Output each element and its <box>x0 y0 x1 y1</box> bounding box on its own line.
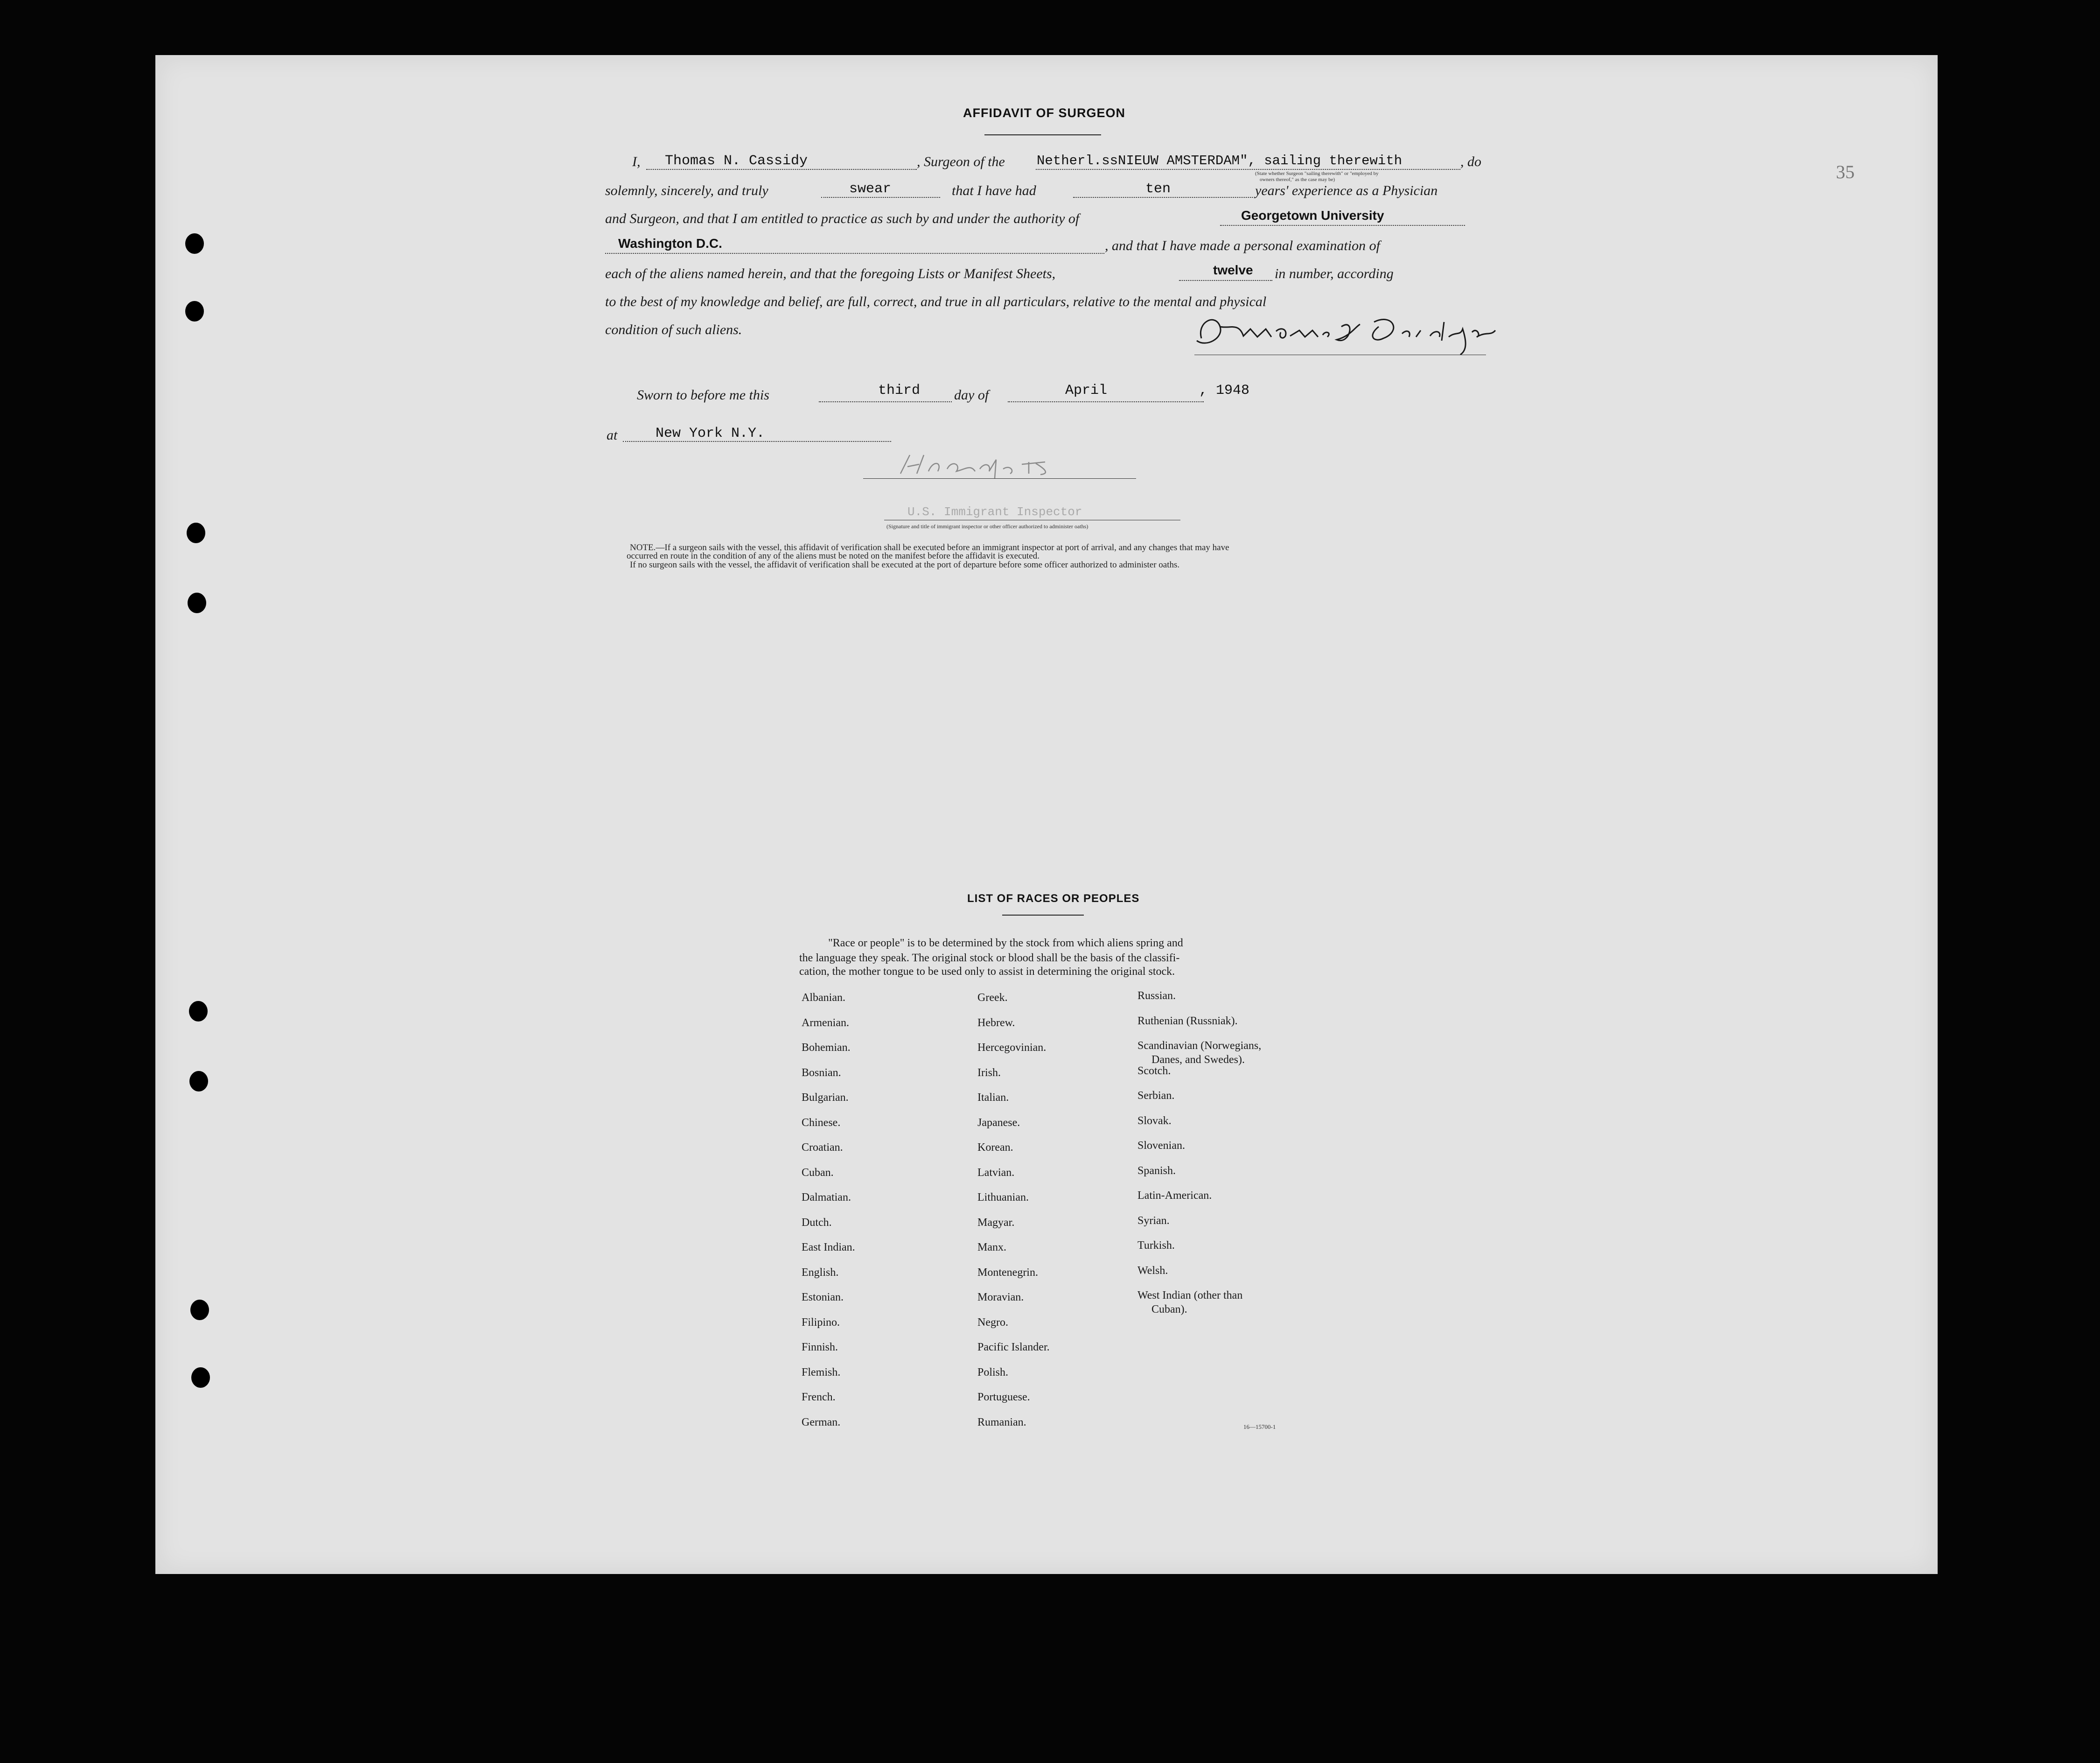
race-item: Danes, and Swedes). <box>1151 1054 1245 1066</box>
inspector-signature-line <box>863 478 1136 479</box>
races-title-underline <box>1002 915 1084 916</box>
affidavit-text: , do <box>1460 154 1481 169</box>
race-item: Japanese. <box>977 1117 1020 1129</box>
race-item: Bosnian. <box>802 1067 841 1079</box>
sheet-count: twelve <box>1213 263 1253 277</box>
punch-hole <box>188 593 206 613</box>
fill-line <box>646 169 917 170</box>
inspector-title: U.S. Immigrant Inspector <box>907 505 1082 519</box>
affidavit-text: I, <box>632 154 641 169</box>
race-item: Hebrew. <box>977 1017 1015 1029</box>
affidavit-text: condition of such aliens. <box>605 322 742 337</box>
fill-line <box>1073 197 1253 198</box>
affidavit-text: years' experience as a Physician <box>1255 183 1438 198</box>
sworn-place: New York N.Y. <box>656 426 765 441</box>
affidavit-title: AFFIDAVIT OF SURGEON <box>963 106 1125 120</box>
race-item: Polish. <box>977 1366 1009 1378</box>
affidavit-text: , Surgeon of the <box>917 154 1005 169</box>
sworn-month: April <box>1065 383 1108 399</box>
race-item: Negro. <box>977 1316 1008 1329</box>
vessel-fine-print: owners thereof," as the case may be) <box>1260 177 1335 182</box>
race-item: Dalmatian. <box>802 1191 851 1203</box>
race-item: Rumanian. <box>977 1416 1026 1428</box>
oath-word: swear <box>849 181 892 197</box>
race-item: Lithuanian. <box>977 1191 1029 1203</box>
fill-line <box>1179 280 1272 281</box>
affidavit-text: at <box>607 427 618 443</box>
race-item: East Indian. <box>802 1241 855 1253</box>
race-item: Finnish. <box>802 1341 838 1353</box>
affidavit-text: solemnly, sincerely, and truly <box>605 183 768 198</box>
race-item: Irish. <box>977 1067 1001 1079</box>
race-item: Flemish. <box>802 1366 841 1378</box>
race-item: Greek. <box>977 992 1008 1004</box>
punch-hole <box>190 1300 209 1320</box>
surgeon-name: Thomas N. Cassidy <box>665 153 808 169</box>
inspector-caption: (Signature and title of immigrant inspector or other officer authorized to administer oaths) <box>886 523 1088 530</box>
race-item: Bulgarian. <box>802 1091 849 1104</box>
fill-line <box>1008 401 1204 402</box>
race-item: Cuban). <box>1151 1303 1187 1315</box>
affidavit-text: to the best of my knowledge and belief, are full, correct, and true in all particulars, relative to the mental and physical <box>605 294 1267 309</box>
affidavit-text: day of <box>954 387 989 403</box>
years-experience: ten <box>1145 181 1171 197</box>
race-item: Magyar. <box>977 1217 1015 1229</box>
races-intro: cation, the mother tongue to be used only to assist in determining the original stock. <box>799 965 1175 978</box>
page-number: 35 <box>1836 161 1855 182</box>
fill-line <box>821 197 940 198</box>
race-item: German. <box>802 1416 841 1428</box>
race-item: Bohemian. <box>802 1042 851 1054</box>
race-item: Welsh. <box>1137 1265 1168 1277</box>
races-intro: the language they speak. The original stock or blood shall be the basis of the classifi- <box>799 952 1180 964</box>
race-item: Croatian. <box>802 1141 843 1154</box>
race-item: Slovenian. <box>1137 1140 1185 1152</box>
race-item: Chinese. <box>802 1117 841 1129</box>
affidavit-text: and Surgeon, and that I am entitled to practice as such by and under the authority of <box>605 211 1080 226</box>
surgeon-signature <box>1187 303 1509 359</box>
punch-hole <box>187 523 205 543</box>
race-item: Latin-American. <box>1137 1189 1212 1202</box>
race-item: Spanish. <box>1137 1165 1176 1177</box>
race-item: Syrian. <box>1137 1215 1170 1227</box>
race-item: Slovak. <box>1137 1115 1172 1127</box>
race-item: Filipino. <box>802 1316 840 1329</box>
authority-location: Washington D.C. <box>618 236 722 251</box>
race-item: Armenian. <box>802 1017 849 1029</box>
race-item: Ruthenian (Russniak). <box>1137 1015 1238 1027</box>
sworn-day: third <box>878 383 921 399</box>
race-item: Albanian. <box>802 992 845 1004</box>
race-item: Korean. <box>977 1141 1013 1154</box>
fill-line <box>605 253 1104 254</box>
fill-line <box>1220 225 1465 226</box>
affidavit-note: occurred en route in the condition of any of the aliens must be noted on the manifest before the affidavit is executed. <box>627 551 1040 561</box>
race-item: Serbian. <box>1137 1090 1175 1102</box>
race-item: Hercegovinian. <box>977 1042 1047 1054</box>
fill-line <box>1036 169 1460 170</box>
affidavit-text: , and that I have made a personal examination of <box>1105 238 1380 253</box>
race-item: Scandinavian (Norwegians, <box>1137 1040 1262 1052</box>
race-item: West Indian (other than <box>1137 1289 1243 1301</box>
affidavit-note: If no surgeon sails with the vessel, the affidavit of verification shall be executed at the port of departure before some officer authorized to administer oaths. <box>630 560 1180 570</box>
form-number: 16—15700-1 <box>1243 1423 1276 1430</box>
race-item: Turkish. <box>1137 1239 1175 1252</box>
affidavit-note: NOTE.—If a surgeon sails with the vessel, this affidavit of verification shall be executed before an immigrant inspector at port of arrival, and any changes that may have <box>630 543 1229 553</box>
race-item: Cuban. <box>802 1167 834 1179</box>
race-item: Russian. <box>1137 990 1176 1002</box>
race-item: French. <box>802 1391 836 1403</box>
race-item: English. <box>802 1266 839 1279</box>
punch-hole <box>185 233 204 254</box>
affidavit-text: that I have had <box>952 183 1036 198</box>
races-title: LIST OF RACES OR PEOPLES <box>967 892 1140 905</box>
race-item: Latvian. <box>977 1167 1015 1179</box>
race-item: Dutch. <box>802 1217 832 1229</box>
punch-hole <box>189 1071 208 1091</box>
race-item: Pacific Islander. <box>977 1341 1050 1353</box>
affidavit-text: each of the aliens named herein, and that the foregoing Lists or Manifest Sheets, <box>605 266 1056 281</box>
vessel-name: Netherl.ssNIEUW AMSTERDAM", sailing therewith <box>1037 153 1402 168</box>
race-item: Estonian. <box>802 1291 844 1303</box>
races-intro: "Race or people" is to be determined by the stock from which aliens spring and <box>828 937 1183 949</box>
punch-hole <box>185 301 204 322</box>
race-item: Italian. <box>977 1091 1009 1104</box>
punch-hole <box>191 1367 210 1388</box>
affidavit-text: Sworn to before me this <box>637 387 769 403</box>
fill-line <box>819 401 952 402</box>
authority-name: Georgetown University <box>1241 208 1384 223</box>
race-item: Scotch. <box>1137 1065 1171 1077</box>
race-item: Montenegrin. <box>977 1266 1038 1279</box>
race-item: Portuguese. <box>977 1391 1030 1403</box>
affidavit-text: in number, according <box>1275 266 1394 281</box>
vessel-fine-print: (State whether Surgeon "sailing therewith" or "employed by <box>1255 171 1379 176</box>
race-item: Manx. <box>977 1241 1006 1253</box>
race-item: Moravian. <box>977 1291 1024 1303</box>
title-underline <box>984 134 1101 135</box>
punch-hole <box>189 1001 208 1021</box>
sworn-year: , 1948 <box>1199 383 1250 399</box>
